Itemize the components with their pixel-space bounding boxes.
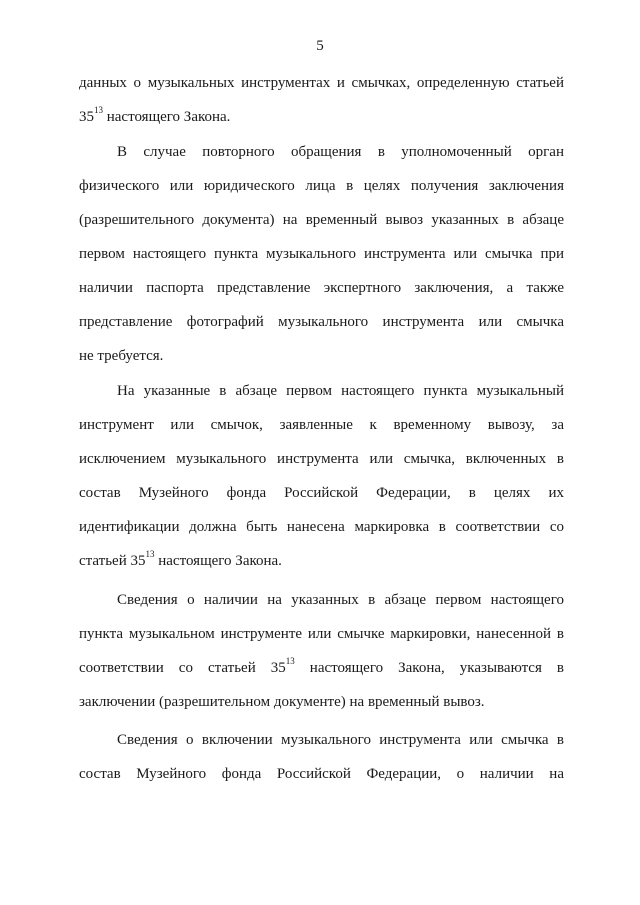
page-number: 5 <box>316 38 324 54</box>
text-line: Сведения о наличии на указанных в абзаце первом настоящего <box>117 592 564 608</box>
text-line: В случае повторного обращения в уполномоченный орган <box>117 144 564 160</box>
text-line: На указанные в абзаце первом настоящего пункта музыкальный <box>117 383 564 399</box>
text-line: пункта музыкальном инструменте или смычке маркировки, нанесенной в <box>79 626 564 642</box>
text-line: идентификации должна быть нанесена маркировка в соответствии со <box>79 519 564 535</box>
text-line: данных о музыкальных инструментах и смычках, определенную статьей <box>79 75 564 91</box>
text-line: статьей $35^{13}$ настоящего Закона. <box>79 549 282 569</box>
text-line: первом настоящего пункта музыкального инструмента или смычка при <box>79 246 564 262</box>
text-line: (разрешительного документа) на временный вывоз указанных в абзаце <box>79 212 564 228</box>
text-line: состав Музейного фонда Российской Федерации, в целях их <box>79 485 564 501</box>
text-line: соответствии со статьей $35^{13}$ настоящего Закона, указываются в <box>79 656 564 676</box>
text-line: инструмент или смычок, заявленные к временному вывозу, за <box>79 417 564 433</box>
text-line: Сведения о включении музыкального инструмента или смычка в <box>117 732 564 748</box>
text-line: исключением музыкального инструмента или смычка, включенных в <box>79 451 564 467</box>
text-line: представление фотографий музыкального инструмента или смычка <box>79 314 564 330</box>
text-line: физического или юридического лица в целях получения заключения <box>79 178 564 194</box>
text-line: наличии паспорта представление экспертного заключения, а также <box>79 280 564 296</box>
text-line: заключении (разрешительном документе) на временный вывоз. <box>79 694 485 710</box>
text-line: не требуется. <box>79 348 164 364</box>
text-line: $35^{13}$ настоящего Закона. <box>79 105 231 125</box>
text-line: состав Музейного фонда Российской Федерации, о наличии на <box>79 766 564 782</box>
